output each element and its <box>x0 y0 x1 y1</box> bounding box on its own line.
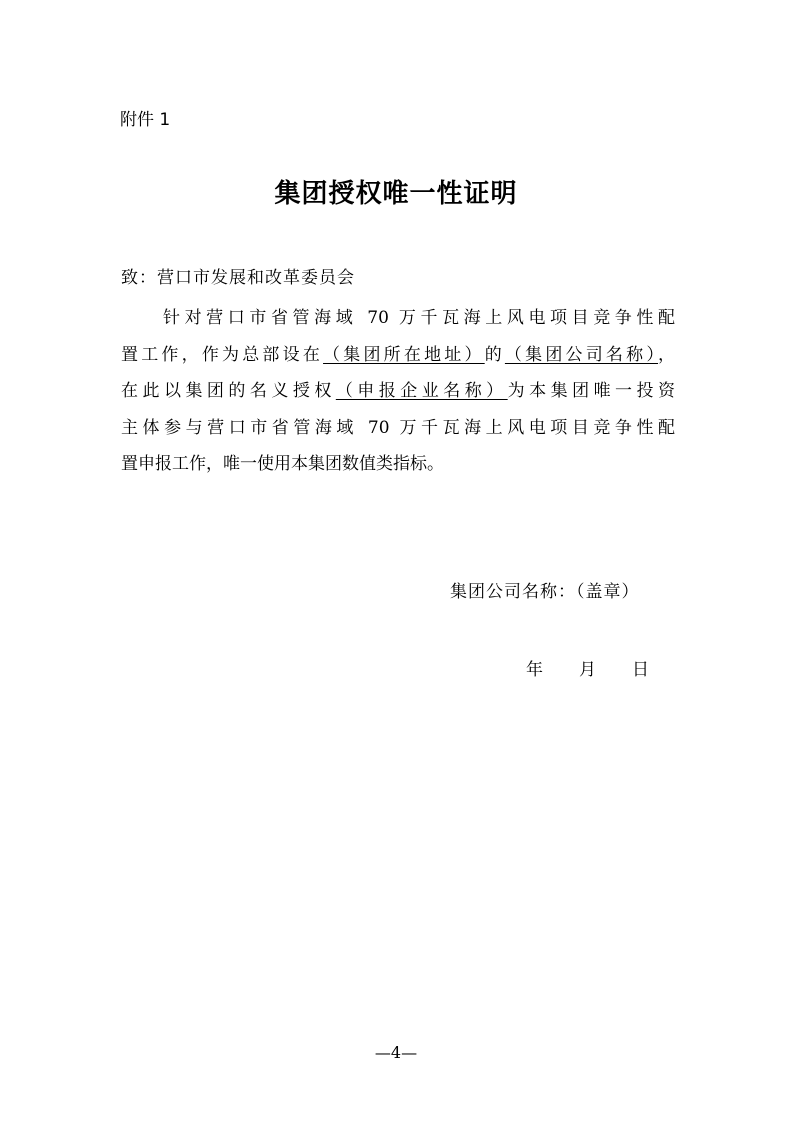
group-address-blank: （集团所在地址） <box>323 344 485 365</box>
body-line-4: 主体参与营口市省管海域 70 万千瓦海上风电项目竞争性配 <box>121 417 675 438</box>
signature-line: 集团公司名称：（盖章） <box>450 582 640 602</box>
applicant-company-name-blank: （申报企业名称） <box>335 381 508 402</box>
body-text: 置工作，作为总部设在 <box>121 344 324 365</box>
body-text: ， <box>658 344 676 365</box>
date-line <box>526 656 649 684</box>
body-line-1: 针对营口市省管海域 70 万千瓦海上风电项目竞争性配 <box>163 308 675 328</box>
date-month: 月 <box>579 660 596 680</box>
addressee-line: 致：营口市发展和改革委员会 <box>121 268 355 288</box>
body-paragraph <box>121 300 675 483</box>
group-company-name-blank: （集团公司名称） <box>504 344 659 365</box>
date-year: 年 <box>526 660 543 680</box>
body-line-5: 置申报工作，唯一使用本集团数值类指标。 <box>121 454 444 475</box>
date-day: 日 <box>632 660 649 680</box>
page-number: —4— <box>374 1043 418 1062</box>
body-text: 的 <box>484 344 505 365</box>
body-line-2 <box>121 337 675 374</box>
attachment-label: 附件 1 <box>120 110 171 130</box>
body-text: 为本集团唯一投资 <box>507 381 676 402</box>
body-line-3 <box>121 373 675 410</box>
document-title: 集团授权唯一性证明 <box>274 179 518 209</box>
body-text: 在此以集团的名义授权 <box>121 381 336 402</box>
